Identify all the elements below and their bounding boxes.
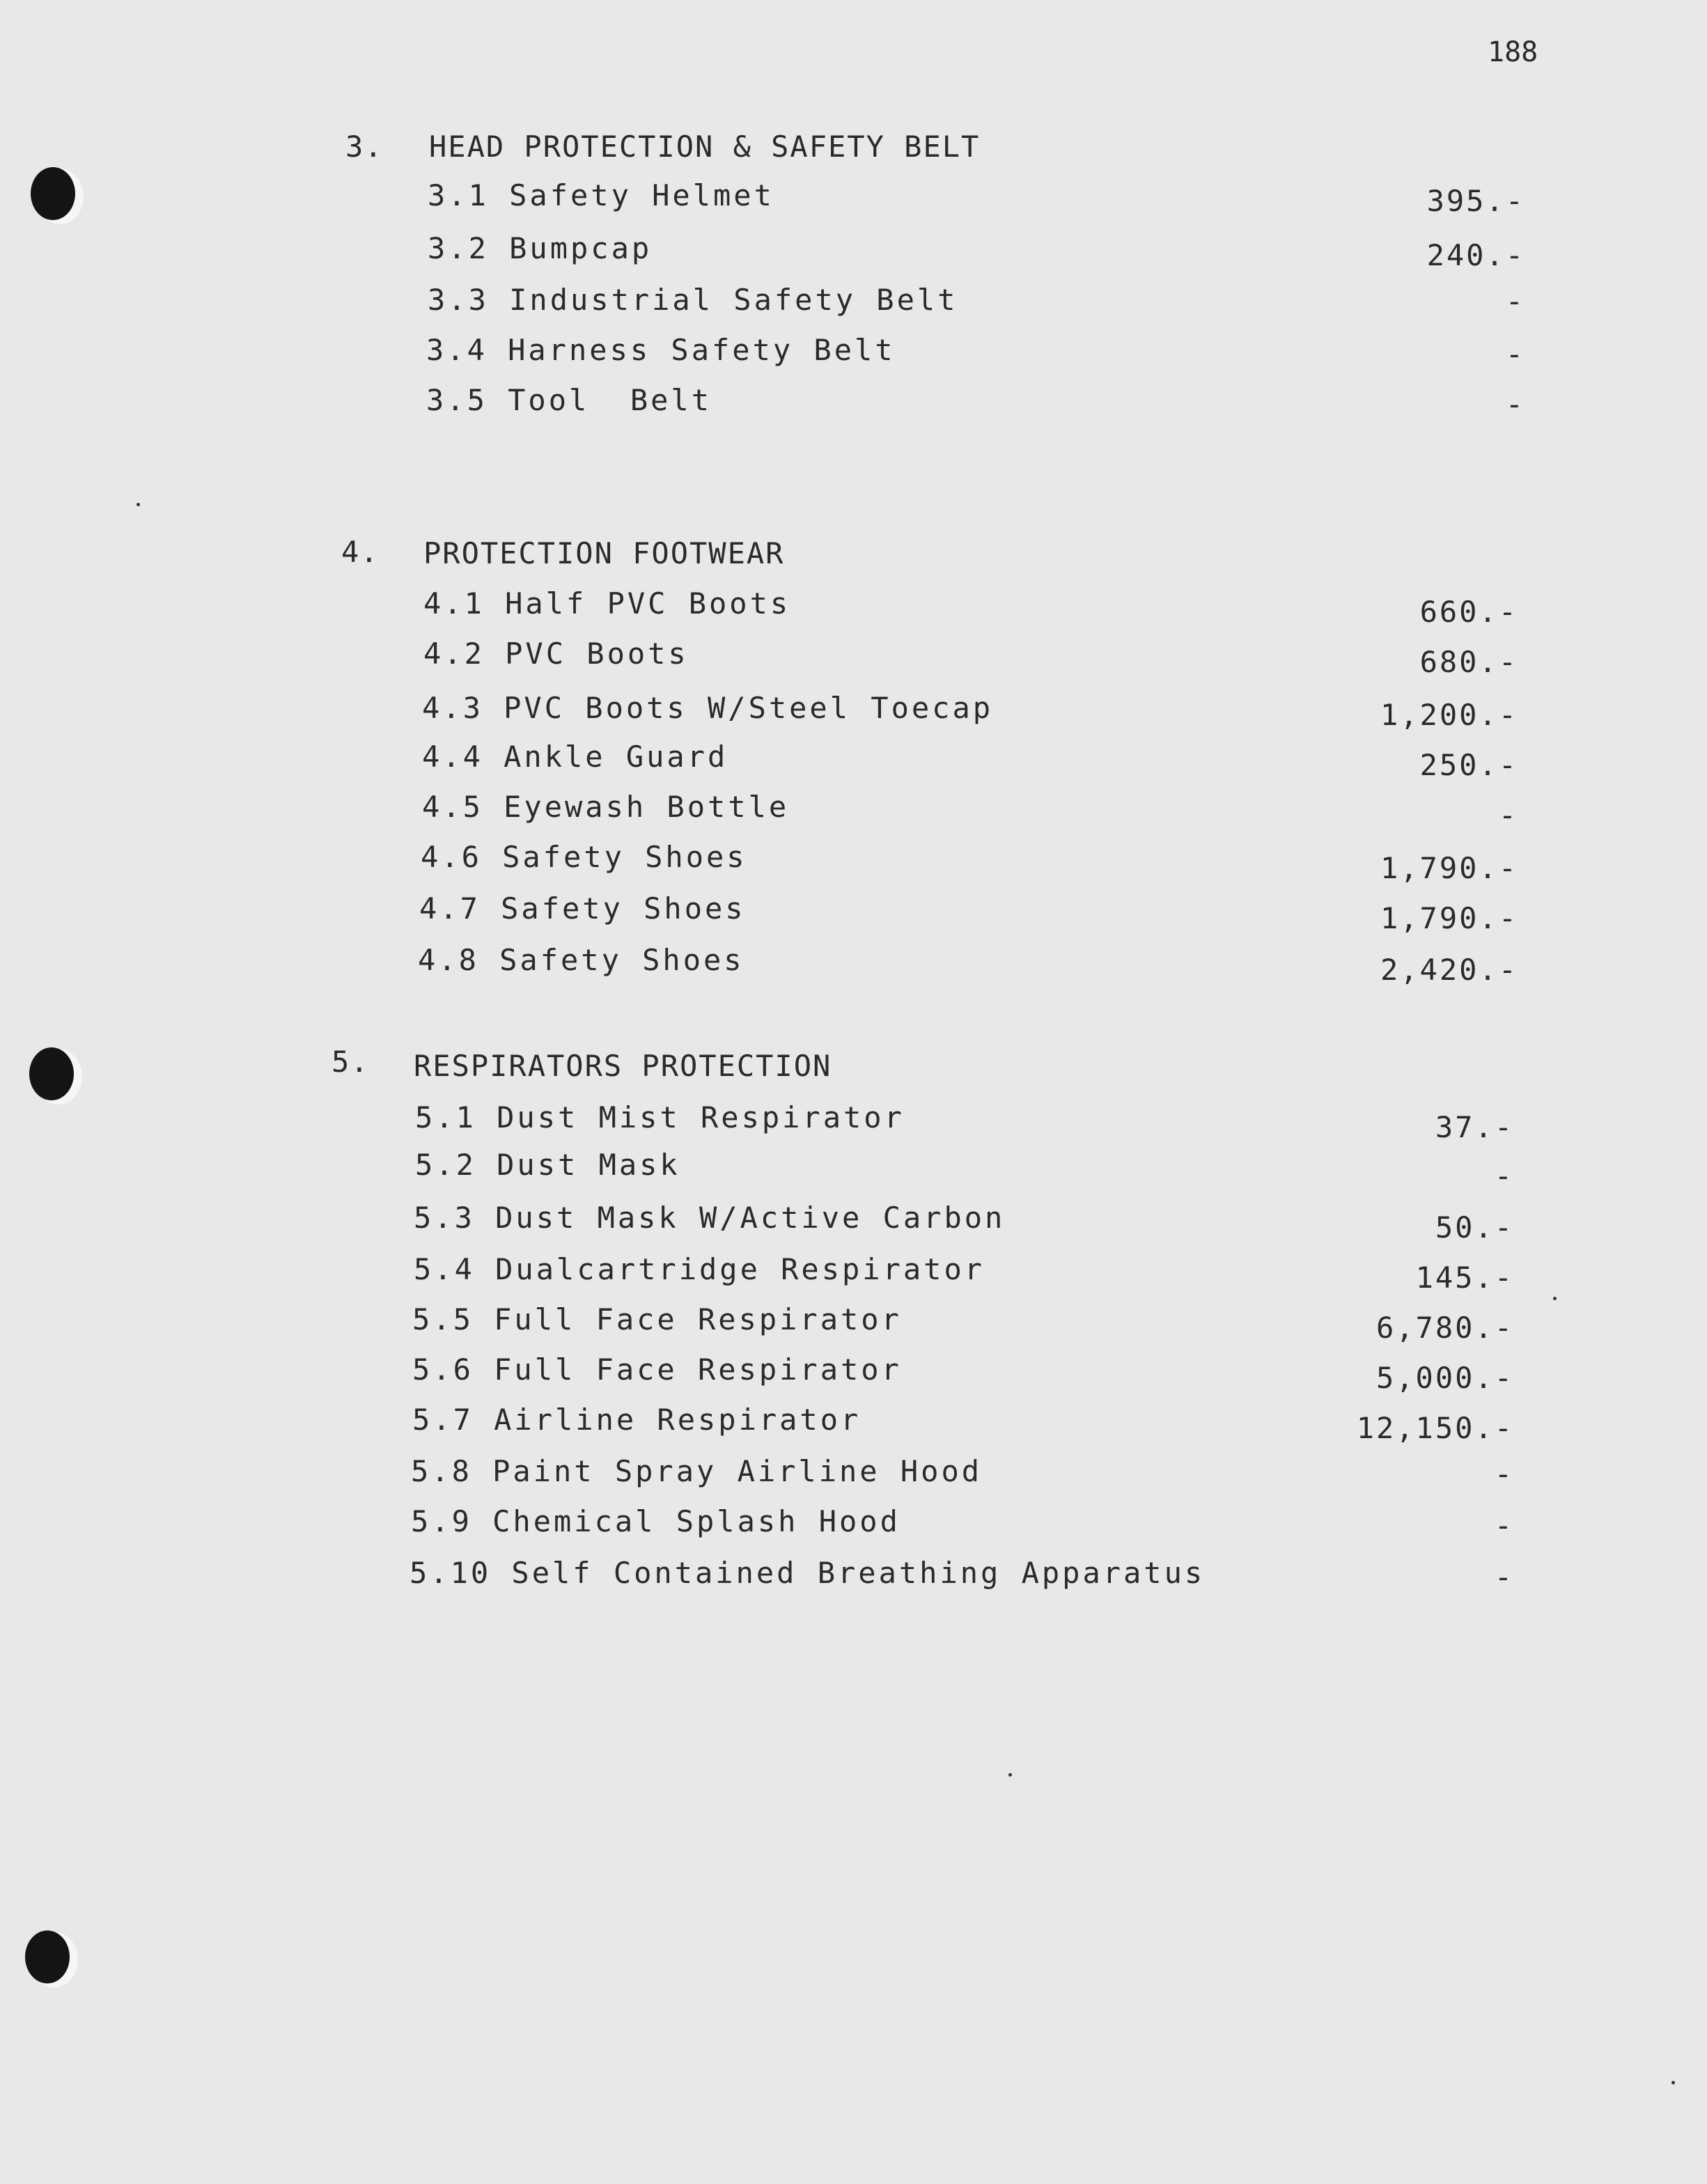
item-price: 37.- (1435, 1110, 1514, 1144)
item-price: 660.- (1419, 595, 1518, 629)
item-price: 680.- (1419, 645, 1518, 679)
item-price: 1,790.- (1380, 901, 1518, 935)
item-price: 12,150.- (1356, 1411, 1514, 1445)
item-price: - (1498, 798, 1518, 832)
list-item: 5.7 Airline Respirator (412, 1403, 862, 1437)
speck (1671, 2081, 1675, 2084)
section-number: 5. (332, 1045, 370, 1079)
list-item: 3.3 Industrial Safety Belt (428, 283, 958, 317)
item-price: - (1494, 1457, 1514, 1491)
item-price: 250.- (1419, 748, 1518, 782)
speck (1008, 1773, 1012, 1777)
item-price: - (1494, 1560, 1514, 1594)
speck (137, 503, 140, 506)
list-item: 4.7 Safety Shoes (419, 891, 746, 926)
list-item: 3.5 Tool Belt (426, 383, 712, 417)
page-number: 188 (1488, 36, 1538, 68)
item-price: 145.- (1415, 1261, 1514, 1295)
punch-hole (31, 167, 75, 220)
item-price: 5,000.- (1375, 1361, 1514, 1395)
list-item: 4.2 PVC Boots (423, 637, 689, 671)
punch-hole (29, 1047, 74, 1100)
item-price: 6,780.- (1375, 1311, 1514, 1345)
section-title: PROTECTION FOOTWEAR (423, 536, 785, 570)
list-item: 4.1 Half PVC Boots (423, 586, 791, 621)
list-item: 5.3 Dust Mask W/Active Carbon (414, 1201, 1006, 1235)
list-item: 4.4 Ankle Guard (422, 740, 728, 774)
list-item: 5.4 Dualcartridge Respirator (414, 1252, 985, 1286)
list-item: 4.3 PVC Boots W/Steel Toecap (422, 691, 994, 725)
punch-hole (25, 1930, 70, 1983)
list-item: 4.8 Safety Shoes (418, 943, 745, 977)
list-item: 4.6 Safety Shoes (421, 840, 747, 874)
list-item: 5.6 Full Face Respirator (412, 1352, 902, 1387)
list-item: 3.4 Harness Safety Belt (426, 333, 896, 367)
list-item: 5.1 Dust Mist Respirator (415, 1100, 905, 1134)
list-item: 5.2 Dust Mask (415, 1148, 680, 1182)
section-number: 3. (345, 130, 384, 164)
section-title: HEAD PROTECTION & SAFETY BELT (429, 130, 981, 164)
item-price: 1,200.- (1380, 698, 1518, 732)
item-price: 395.- (1426, 184, 1525, 218)
item-price: - (1505, 284, 1525, 318)
item-price: - (1505, 337, 1525, 371)
list-item: 3.1 Safety Helmet (428, 178, 774, 212)
speck (1553, 1297, 1557, 1300)
item-price: - (1505, 387, 1525, 421)
item-price: - (1494, 1508, 1514, 1543)
list-item: 4.5 Eyewash Bottle (422, 790, 790, 824)
list-item: 5.9 Chemical Splash Hood (411, 1504, 901, 1538)
item-price: 240.- (1426, 238, 1525, 272)
list-item: 5.8 Paint Spray Airline Hood (411, 1454, 983, 1488)
item-price: 2,420.- (1380, 953, 1518, 987)
section-title: RESPIRATORS PROTECTION (414, 1049, 832, 1083)
item-price: 50.- (1435, 1210, 1514, 1245)
list-item: 5.5 Full Face Respirator (412, 1302, 902, 1336)
item-price: 1,790.- (1380, 851, 1518, 885)
list-item: 3.2 Bumpcap (428, 231, 653, 265)
list-item: 5.10 Self Contained Breathing Apparatus (410, 1556, 1206, 1590)
section-number: 4. (341, 535, 380, 569)
item-price: - (1494, 1159, 1514, 1193)
